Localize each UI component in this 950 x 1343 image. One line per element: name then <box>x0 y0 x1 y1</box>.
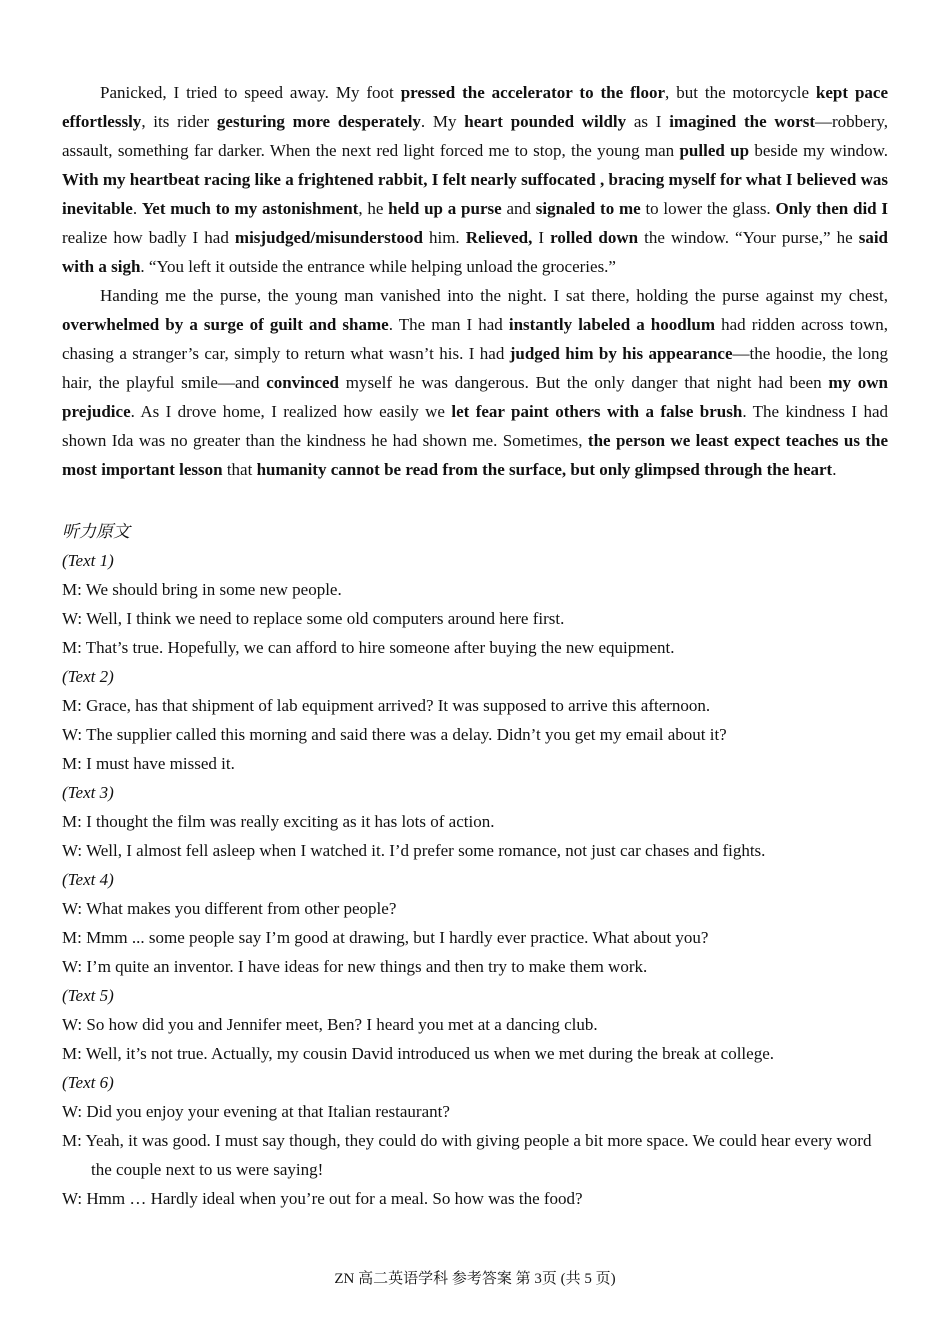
bold-phrase: humanity cannot be read from the surface, but only glimpsed through the heart <box>256 460 833 479</box>
dialogue-line: M: I must have missed it. <box>62 754 235 773</box>
bold-phrase: convinced <box>266 373 339 392</box>
document-page <box>62 78 888 1213</box>
bold-phrase: pressed the accelerator to the floor <box>400 83 666 102</box>
bold-phrase: the person we least expect teaches us the most important lesson <box>62 431 889 479</box>
text-run: the window. “Your purse,” he <box>638 228 859 247</box>
bold-phrase: judged him by his appearance <box>509 344 733 363</box>
dialogue-line: W: Hmm … Hardly ideal when you’re out for a meal. So how was the food? <box>62 1189 583 1208</box>
text-run: as I <box>626 112 670 131</box>
story-paragraph-1 <box>62 78 888 281</box>
text-label: (Text 4) <box>62 870 114 889</box>
bold-phrase: imagined the worst <box>669 112 815 131</box>
text-label: (Text 2) <box>62 667 114 686</box>
text-run: —the hoodie, the long hair, the playful smile—and <box>62 344 888 392</box>
dialogue-line: W: Well, I think we need to replace some old computers around here first. <box>62 609 565 628</box>
bold-phrase: Only then did I <box>775 199 889 218</box>
dialogue-line: W: So how did you and Jennifer meet, Ben? I heard you met at a dancing club. <box>62 1015 598 1034</box>
text-run: . “You left it outside the entrance while helping unload the groceries.” <box>140 257 616 276</box>
bold-phrase: With my heartbeat racing like a frightened rabbit, I felt nearly suffocated , bracing myself for what I believed was inevitable <box>62 170 888 218</box>
bold-phrase: signaled to me <box>535 199 641 218</box>
text-run: . As I drove home, I realized how easily we <box>130 402 452 421</box>
text-label: (Text 5) <box>62 986 114 1005</box>
dialogue-line: M: Yeah, it was good. I must say though, they could do with giving people a bit more space. We could hear every word the couple next to us were saying! <box>62 1131 872 1179</box>
page-footer: ZN 高二英语学科 参考答案 第 3页 (共 5 页) <box>334 1271 616 1287</box>
text-run: him. <box>422 228 466 247</box>
text-run: . My <box>420 112 465 131</box>
bold-phrase: held up a purse <box>388 199 502 218</box>
text-run: Panicked, I tried to speed away. My foot <box>100 83 401 102</box>
text-run: and <box>501 199 536 218</box>
bold-phrase: Yet much to my astonishment <box>141 199 359 218</box>
dialogue-line: M: Well, it’s not true. Actually, my cousin David introduced us when we met during the break at college. <box>62 1044 774 1063</box>
bold-phrase: overwhelmed by a surge of guilt and shame <box>62 315 389 334</box>
bold-phrase: misjudged/misunderstood <box>234 228 423 247</box>
bold-phrase: gesturing more desperately <box>216 112 421 131</box>
text-run: had ridden across town, chasing a stranger’s car, simply to return what wasn’t his. I had <box>62 315 888 363</box>
story-paragraph-2 <box>62 281 888 484</box>
dialogue-line: M: We should bring in some new people. <box>62 580 342 599</box>
bold-phrase: Relieved, <box>465 228 533 247</box>
bold-phrase: rolled down <box>550 228 639 247</box>
text-label: (Text 6) <box>62 1073 114 1092</box>
dialogue-line: W: I’m quite an inventor. I have ideas for new things and then try to make them work. <box>62 957 648 976</box>
transcript-body <box>62 546 888 1213</box>
bold-phrase: let fear paint others with a false brush <box>451 402 743 421</box>
dialogue-line: M: Mmm ... some people say I’m good at drawing, but I hardly ever practice. What about you? <box>62 928 709 947</box>
dialogue-line: M: I thought the film was really exciting as it has lots of action. <box>62 812 495 831</box>
bold-phrase: instantly labeled a hoodlum <box>508 315 716 334</box>
text-run: , but the motorcycle <box>665 83 816 102</box>
dialogue-line: W: Did you enjoy your evening at that Italian restaurant? <box>62 1102 450 1121</box>
bold-phrase: my own prejudice <box>62 373 889 421</box>
dialogue-line: W: The supplier called this morning and said there was a delay. Didn’t you get my email about it? <box>62 725 727 744</box>
text-run: . The man I had <box>388 315 509 334</box>
text-run: myself he was dangerous. But the only danger that night had been <box>339 373 829 392</box>
dialogue-line: W: What makes you different from other people? <box>62 899 397 918</box>
text-run: . <box>832 460 837 479</box>
text-run: realize how badly I had <box>62 228 235 247</box>
bold-phrase: pulled up <box>679 141 750 160</box>
text-run: , he <box>358 199 389 218</box>
text-label: (Text 3) <box>62 783 114 802</box>
text-run: Handing me the purse, the young man vanished into the night. I sat there, holding the purse against my chest, <box>100 286 888 305</box>
bold-phrase: kept pace effortlessly <box>62 83 889 131</box>
text-label: (Text 1) <box>62 551 114 570</box>
text-run: —robbery, assault, something far darker. When the next red light forced me to stop, the young man <box>62 112 888 160</box>
text-run: . The kindness I had shown Ida was no greater than the kindness he had shown me. Sometimes, <box>62 402 888 450</box>
dialogue-line: W: Well, I almost fell asleep when I watched it. I’d prefer some romance, not just car chases and fights. <box>62 841 766 860</box>
text-run: . <box>132 199 142 218</box>
text-run: to lower the glass. <box>640 199 776 218</box>
bold-phrase: said with a sigh <box>62 228 888 276</box>
text-run: I <box>532 228 551 247</box>
text-run: , its rider <box>141 112 217 131</box>
dialogue-line: M: That’s true. Hopefully, we can afford to hire someone after buying the new equipment. <box>62 638 675 657</box>
text-run: that <box>222 460 257 479</box>
dialogue-line: M: Grace, has that shipment of lab equipment arrived? It was supposed to arrive this afternoon. <box>62 696 711 715</box>
bold-phrase: heart pounded wildly <box>464 112 627 131</box>
transcript-heading: 听力原文 <box>62 522 130 541</box>
text-run: beside my window. <box>749 141 889 160</box>
